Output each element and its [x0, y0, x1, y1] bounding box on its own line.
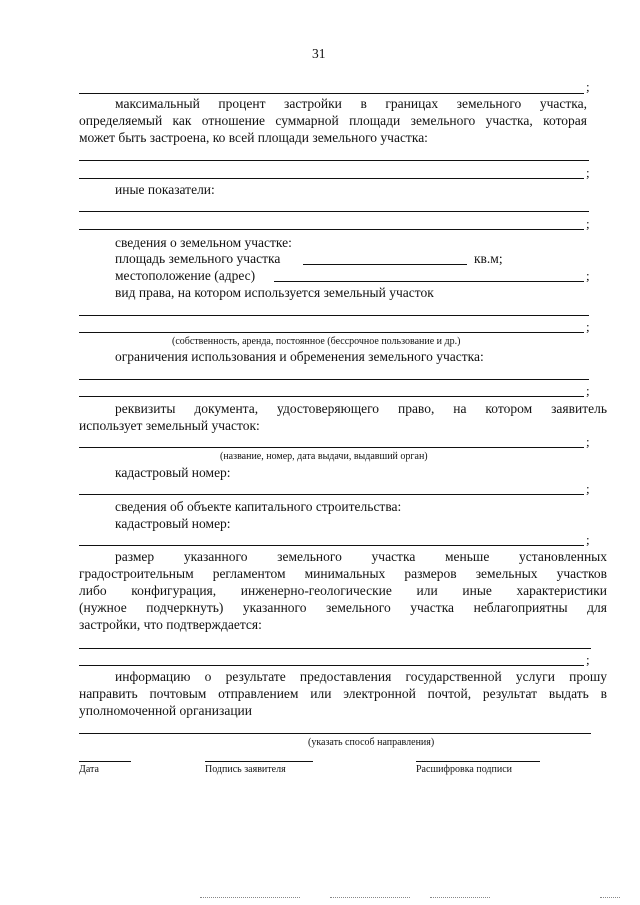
result-info-line1: информацию о результате предоставления государственной услуги прошу — [115, 669, 607, 684]
fill-line[interactable] — [79, 447, 584, 448]
scan-artifact — [430, 897, 490, 898]
fill-line[interactable] — [79, 211, 589, 212]
fill-line[interactable] — [79, 396, 584, 397]
scan-artifact — [200, 897, 300, 898]
semicolon: ; — [586, 216, 590, 231]
right-type-hint: (собственность, аренда, постоянное (бессрочное пользование и др.) — [172, 336, 461, 347]
semicolon: ; — [586, 532, 590, 547]
document-details-line2: использует земельный участок: — [79, 418, 260, 433]
area-unit: кв.м; — [474, 251, 503, 266]
cadastral-number-label: кадастровый номер: — [115, 465, 231, 480]
fill-line[interactable] — [79, 665, 584, 666]
fill-line[interactable] — [79, 733, 591, 734]
signature-label: Подпись заявителя — [205, 764, 286, 775]
semicolon: ; — [586, 319, 590, 334]
fill-line[interactable] — [79, 648, 591, 649]
capital-object-heading: сведения об объекте капитального строительства: — [115, 499, 402, 514]
size-statement-line3: либо конфигурация, инженерно-геологические или иные характеристики — [79, 583, 607, 598]
location-label: местоположение (адрес) — [115, 268, 256, 283]
semicolon: ; — [586, 481, 590, 496]
fill-line[interactable] — [79, 229, 584, 230]
date-label: Дата — [79, 764, 99, 775]
fill-line[interactable] — [79, 160, 589, 161]
semicolon: ; — [586, 165, 590, 180]
fill-line[interactable] — [79, 315, 589, 316]
max-percent-line1: максимальный процент застройки в границах земельного участка, — [115, 96, 587, 111]
result-info-hint: (указать способ направления) — [308, 737, 435, 748]
fill-line[interactable] — [79, 332, 584, 333]
document-details-hint: (название, номер, дата выдачи, выдавший орган) — [220, 451, 428, 462]
fill-line[interactable] — [79, 93, 584, 94]
result-info-line2: направить почтовым отправлением или электронной почтой, результат выдать в — [79, 686, 607, 701]
decoding-field[interactable] — [416, 761, 540, 762]
scan-artifact — [330, 897, 410, 898]
restrictions-label: ограничения использования и обременения земельного участка: — [115, 349, 484, 364]
date-field[interactable] — [79, 761, 131, 762]
fill-line[interactable] — [79, 178, 584, 179]
page-number: 31 — [312, 46, 326, 61]
result-info-line3: уполномоченной организации — [79, 703, 253, 718]
size-statement-line4: (нужное подчеркнуть) указанного земельного участка неблагоприятны для — [79, 600, 607, 615]
fill-line[interactable] — [79, 494, 584, 495]
size-statement-line1: размер указанного земельного участка меньше установленных — [115, 549, 607, 564]
fill-line[interactable] — [79, 545, 584, 546]
decoding-label: Расшифровка подписи — [416, 764, 512, 775]
semicolon: ; — [586, 383, 590, 398]
document-details-line1: реквизиты документа, удостоверяющего право, на котором заявитель — [115, 401, 607, 416]
area-label: площадь земельного участка — [115, 251, 281, 266]
signature-field[interactable] — [205, 761, 313, 762]
semicolon: ; — [586, 268, 590, 283]
semicolon: ; — [586, 79, 590, 94]
other-indicators-label: иные показатели: — [115, 182, 215, 197]
size-statement-line2: градостроительным регламентом минимальных размеров земельных участков — [79, 566, 607, 581]
right-type-label: вид права, на котором используется земельный участок — [115, 285, 434, 300]
location-field[interactable] — [274, 281, 584, 282]
semicolon: ; — [586, 434, 590, 449]
scan-artifact — [600, 897, 620, 898]
area-field[interactable] — [303, 264, 467, 265]
land-info-heading: сведения о земельном участке: — [115, 235, 292, 250]
max-percent-line3: может быть застроена, ко всей площади земельного участка: — [79, 130, 428, 145]
capital-object-cadastral-label: кадастровый номер: — [115, 516, 231, 531]
semicolon: ; — [586, 652, 590, 667]
fill-line[interactable] — [79, 379, 589, 380]
max-percent-line2: определяемый как отношение суммарной площади земельного участка, которая — [79, 113, 587, 128]
size-statement-line5: застройки, что подтверждается: — [79, 617, 262, 632]
